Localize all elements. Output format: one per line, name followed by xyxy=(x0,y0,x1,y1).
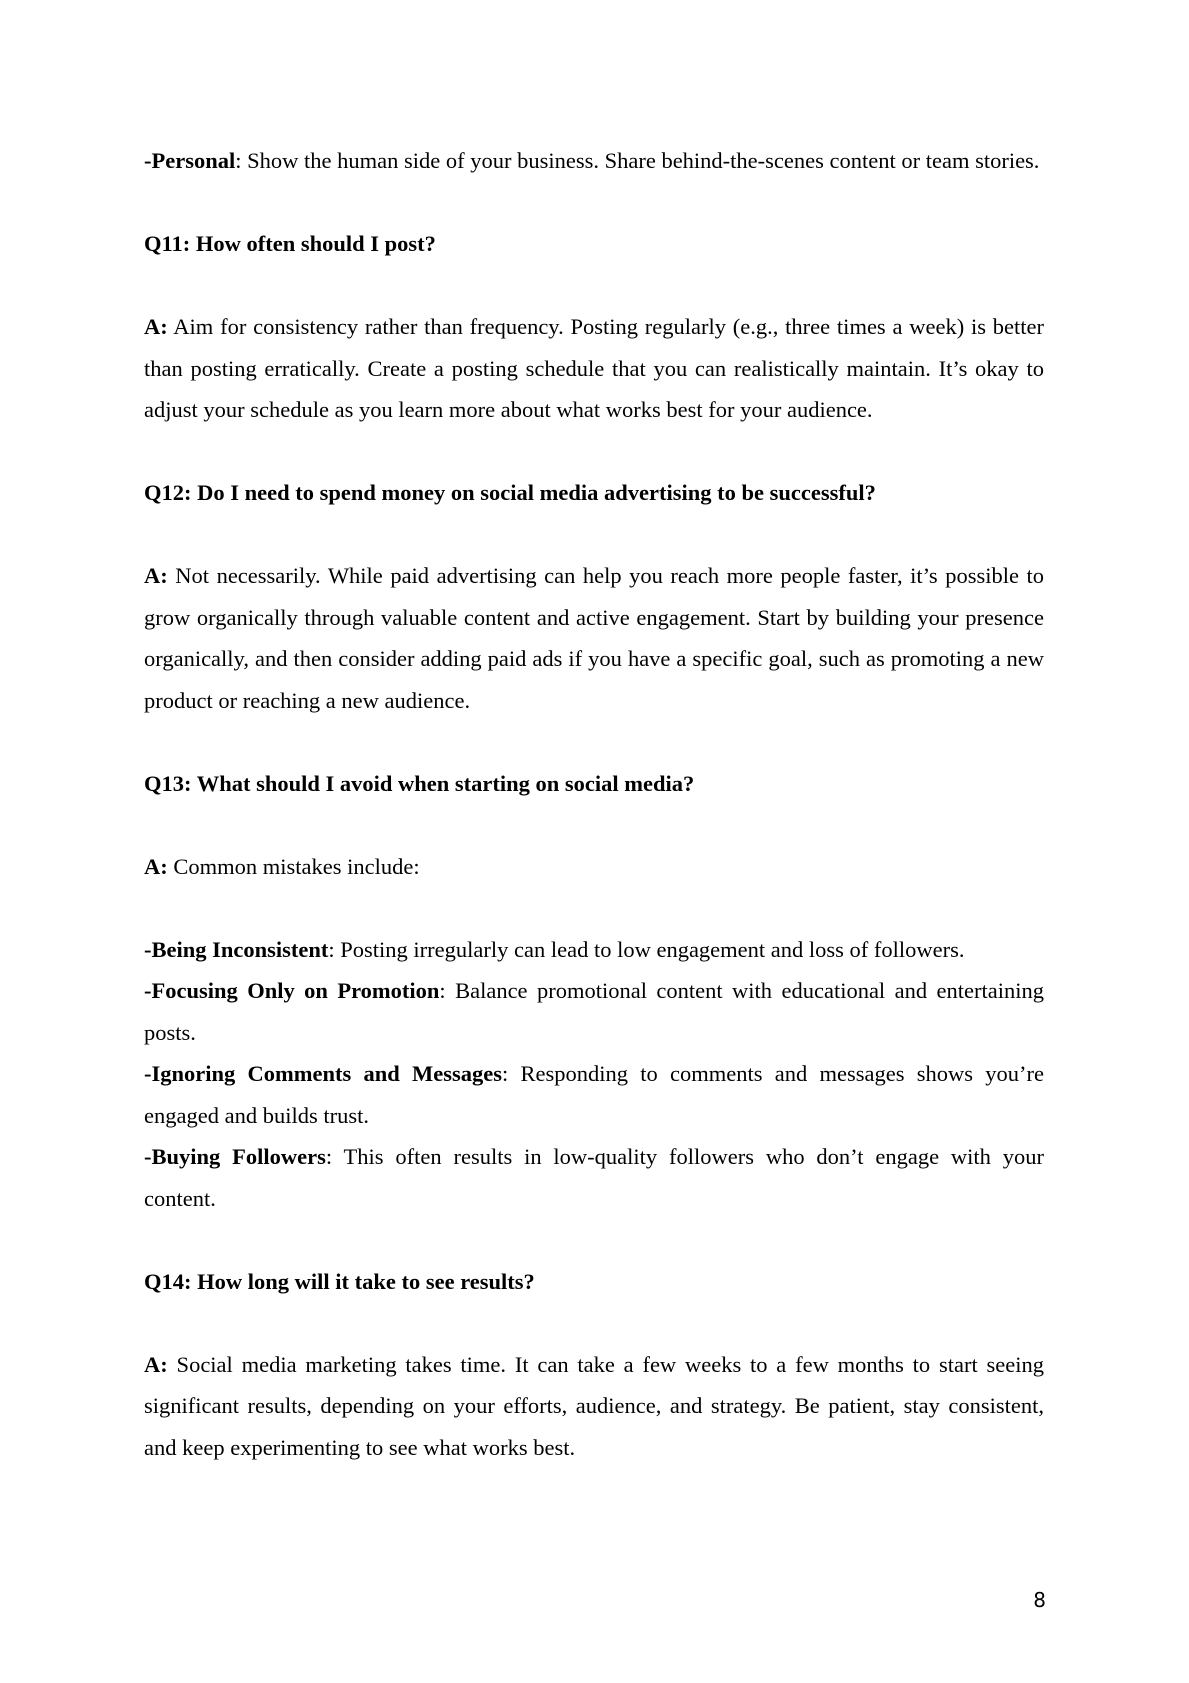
spacer xyxy=(144,721,1044,763)
q12-answer-text: Not necessarily. While paid advertising can help you reach more people faster, it’s possible to grow organically through valuable content and active engagement. Start by building your presence organically, and then consider adding paid ads if you have a specific goal, such as promoting a new product or reaching a new audience. xyxy=(144,563,1044,713)
mistake-item-text: : Balance promotional content with educational and entertaining posts. xyxy=(144,978,1044,1045)
q13-answer-label: A: xyxy=(144,853,168,879)
spacer xyxy=(144,431,1044,473)
q13-answer-text: Common mistakes include: xyxy=(167,853,420,879)
q11-answer-label: A: xyxy=(144,314,168,339)
q14-question: Q14: How long will it take to see results? xyxy=(144,1268,535,1294)
q12-question: Q12: Do I need to spend money on social media advertising to be successful? xyxy=(144,480,876,505)
q13-answer xyxy=(144,846,1044,888)
spacer xyxy=(144,804,1044,846)
mistake-item-text: : Responding to comments and messages shows you’re engaged and builds trust. xyxy=(144,1061,1044,1128)
spacer xyxy=(144,265,1044,307)
spacer xyxy=(144,514,1044,556)
q12-answer-label: A: xyxy=(144,563,168,588)
page-content xyxy=(144,140,1044,1468)
mistake-item-text: : Posting irregularly can lead to low engagement and loss of followers. xyxy=(328,936,965,962)
mistake-item-ignoring xyxy=(144,1053,1044,1136)
q11-answer xyxy=(144,306,1044,431)
mistake-item-inconsistent xyxy=(144,929,1044,971)
mistake-item-buying xyxy=(144,1136,1044,1219)
q11-question: Q11: How often should I post? xyxy=(144,231,436,256)
q14-answer-text: Social media marketing takes time. It can take a few weeks to a few months to start seeing significant results, depending on your efforts, audience, and strategy. Be patient, stay consistent, and keep experimenting to see what works best. xyxy=(144,1351,1044,1460)
spacer xyxy=(144,887,1044,929)
personal-item-label: -Personal xyxy=(144,148,236,173)
q13-question: Q13: What should I avoid when starting on social media? xyxy=(144,770,695,796)
q14-answer-label: A: xyxy=(144,1351,168,1377)
spacer xyxy=(144,1302,1044,1344)
mistake-item-promotion xyxy=(144,970,1044,1053)
q14-answer xyxy=(144,1344,1044,1469)
mistake-item-label: -Ignoring Comments and Messages xyxy=(144,1061,503,1086)
q12-answer xyxy=(144,555,1044,721)
spacer xyxy=(144,1219,1044,1261)
personal-item xyxy=(144,140,1044,182)
mistake-item-label: -Focusing Only on Promotion xyxy=(144,978,440,1003)
q11-answer-text: Aim for consistency rather than frequency. Posting regularly (e.g., three times a week) is better than posting erratically. Create a posting schedule that you can realistically maintain. It’s okay to adjust your schedule as you learn more about what works best for your audience. xyxy=(144,314,1044,422)
page-number: 8 xyxy=(1033,1588,1046,1612)
mistake-item-text: : This often results in low-quality followers who don’t engage with your content. xyxy=(144,1144,1044,1211)
mistake-item-label: -Being Inconsistent xyxy=(144,936,329,962)
personal-item-text: : Show the human side of your business. Share behind-the-scenes content or team stories. xyxy=(235,148,1040,173)
spacer xyxy=(144,182,1044,224)
mistake-item-label: -Buying Followers xyxy=(144,1144,326,1169)
